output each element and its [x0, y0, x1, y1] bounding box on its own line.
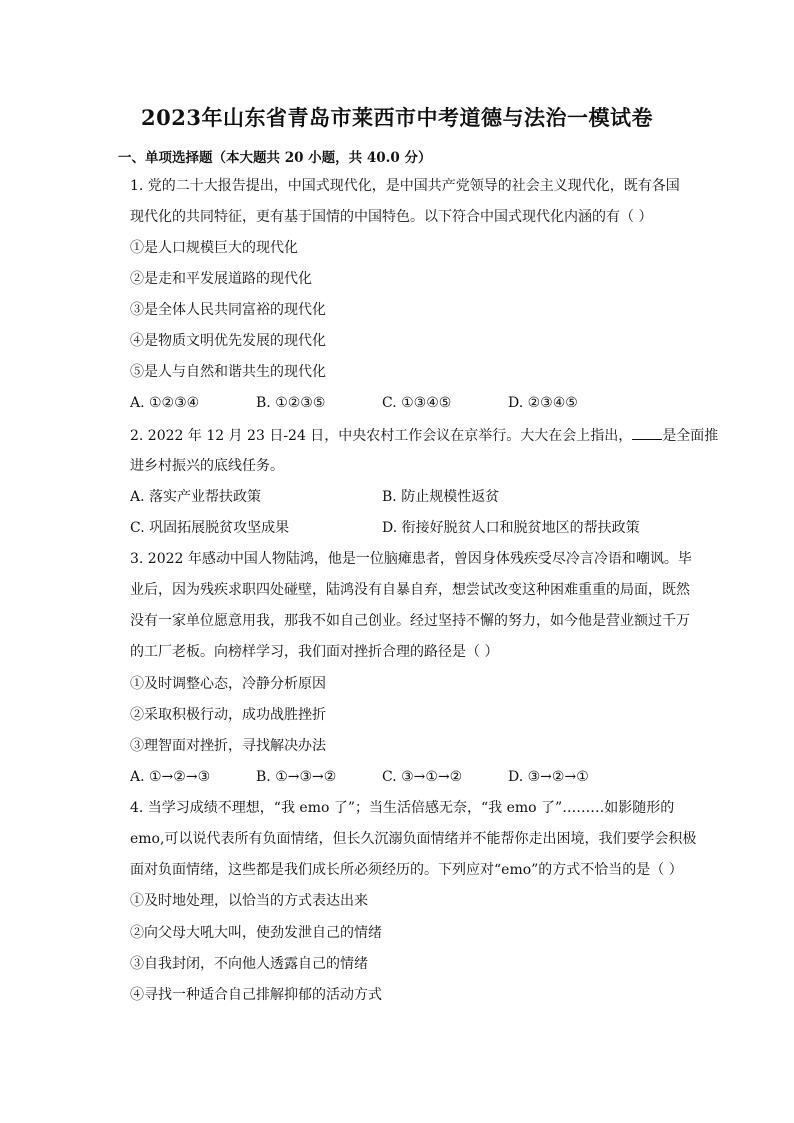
- question-4-stem-line-1: 4. 当学习成绩不理想，“我 emo 了”；当生活倍感无奈，“我 emo 了”………如影随形的: [130, 800, 675, 816]
- question-1-stem-line-1: 1. 党的二十大报告提出，中国式现代化，是中国共产党领导的社会主义现代化，既有各国: [130, 178, 680, 194]
- question-3-stem-line-3: 没有一家单位愿意用我，那我不如自己创业。经过坚持不懈的努力，如今他是营业额过千万: [130, 613, 690, 629]
- fill-in-blank: [632, 425, 662, 440]
- question-1-option-d: D. ②③④⑤: [508, 395, 578, 411]
- question-4-item-2: ②向父母大吼大叫，使劲发泄自己的情绪: [130, 925, 382, 941]
- question-4-item-3: ③自我封闭，不向他人透露自己的情绪: [130, 956, 368, 972]
- question-3-stem-line-4: 的工厂老板。向榜样学习，我们面对挫折合理的路径是（ ）: [130, 644, 499, 660]
- question-1-item-3: ③是全体人民共同富裕的现代化: [130, 302, 326, 318]
- question-1-option-a: A. ①②③④: [130, 395, 200, 411]
- question-3-stem-line-1: 3. 2022 年感动中国人物陆鸿，他是一位脑瘫患者，曾因身体残疾受尽冷言冷语和嘲讽。毕: [130, 551, 692, 567]
- question-2-stem-part-2: 是全面推: [662, 428, 719, 444]
- question-3-item-1: ①及时调整心态，冷静分析原因: [130, 676, 326, 692]
- question-1-option-b: B. ①②③⑤: [256, 395, 326, 411]
- question-2-option-b: B. 防止规模性返贫: [382, 489, 500, 505]
- question-2-stem-line-1: [130, 425, 719, 446]
- question-2-option-d: D. 衔接好脱贫人口和脱贫地区的帮扶政策: [382, 520, 640, 536]
- question-3-option-a: A. ①→②→③: [130, 769, 211, 785]
- question-2-option-c: C. 巩固拓展脱贫攻坚成果: [130, 520, 290, 536]
- section-heading: 一、单项选择题（本大题共 20 小题，共 40.0 分）: [118, 150, 432, 166]
- question-3-item-2: ②采取积极行动，成功战胜挫折: [130, 707, 326, 723]
- question-1-stem-line-2: 现代化的共同特征，更有基于国情的中国特色。以下符合中国式现代化内涵的有（ ）: [130, 209, 653, 225]
- question-1-item-5: ⑤是人与自然和谐共生的现代化: [130, 364, 326, 380]
- question-3-option-c: C. ③→①→②: [382, 769, 463, 785]
- question-3-stem-line-2: 业后，因为残疾求职四处碰壁，陆鸿没有自暴自弃，想尝试改变这种困难重重的局面，既然: [130, 582, 690, 598]
- question-1-item-1: ①是人口规模巨大的现代化: [130, 240, 298, 256]
- question-2-stem-part-1: 2. 2022 年 12 月 23 日-24 日，中央农村工作会议在京举行。大大在会上指出，: [130, 428, 633, 444]
- question-1-item-4: ④是物质文明优先发展的现代化: [130, 333, 326, 349]
- question-3-item-3: ③理智面对挫折，寻找解决办法: [130, 738, 326, 754]
- question-4-stem-line-3: 面对负面情绪，这些都是我们成长所必须经历的。下列应对“emo”的方式不恰当的是（ ）: [130, 862, 683, 878]
- question-3-option-d: D. ③→②→①: [508, 769, 589, 785]
- question-1-item-2: ②是走和平发展道路的现代化: [130, 271, 312, 287]
- question-2-stem-line-2: 进乡村振兴的底线任务。: [130, 458, 284, 474]
- question-3-option-b: B. ①→③→②: [256, 769, 337, 785]
- question-1-option-c: C. ①③④⑤: [382, 395, 452, 411]
- question-4-stem-line-2: emo,可以说代表所有负面情绪，但长久沉溺负面情绪并不能帮你走出困境，我们要学会积极: [130, 831, 697, 847]
- question-4-item-4: ④寻找一种适合自己排解抑郁的活动方式: [130, 987, 382, 1003]
- question-2-option-a: A. 落实产业帮扶政策: [130, 489, 262, 505]
- question-4-item-1: ①及时地处理，以恰当的方式表达出来: [130, 893, 368, 909]
- page-title: 2023年山东省青岛市莱西市中考道德与法治一模试卷: [141, 105, 653, 130]
